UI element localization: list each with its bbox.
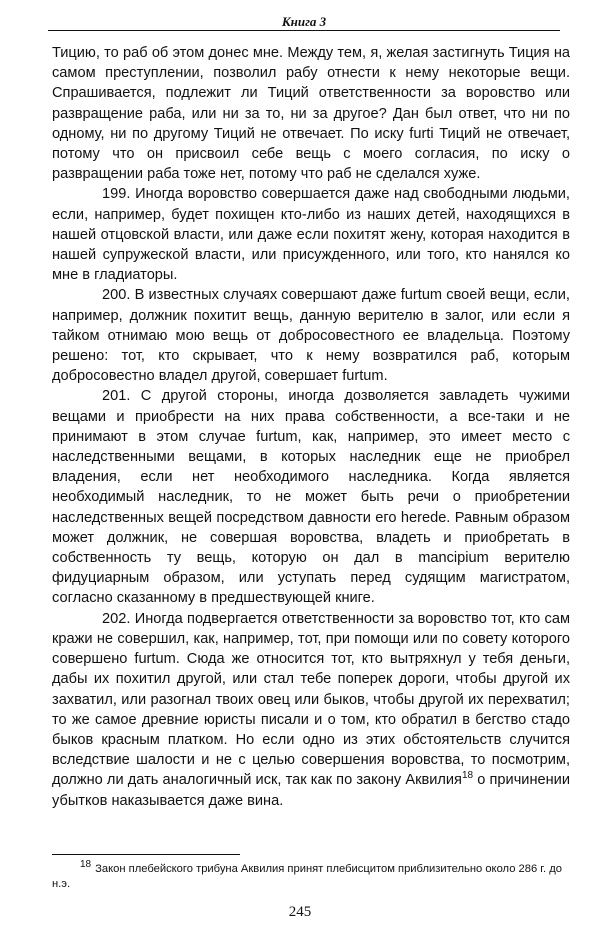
footnote-rule xyxy=(52,854,240,855)
body-text xyxy=(52,43,570,811)
paragraph-202-text-end: о причинении убытков наказывается даже вина. xyxy=(52,772,570,809)
running-header xyxy=(48,14,560,32)
page-number: 245 xyxy=(288,904,312,920)
header-rule xyxy=(48,30,560,31)
paragraph-continuation: Тицию, то раб об этом донес мне. Между тем, я, желая застигнуть Тиция на самом преступлении, позволил рабу отнести к нему некоторые вещи. Спрашивается, подлежит ли Тиций ответственности за воровство или развращение раба, или ни за то, ни за другое? Дан был ответ, что ни по одному, ни по другому Тиций не отвечает. По иску furti Тиций не отвечает, потому что он присвоил себе вещь с моего согласия, по иску о развращении раба тоже нет, потому что раб не сделался хуже. xyxy=(52,45,570,183)
paragraph-200: 200. В известных случаях совершают даже furtum своей вещи, если, например, должник похитит вещь, данную верителю в залог, или если я тайком отнимаю мою вещь от добросовестного ее владельца. Поэтому решено: тот, кто скрывает, что к нему возвратился раб, которым добросовестно владел другой, совершает furtum. xyxy=(52,287,570,385)
running-title: Книга 3 xyxy=(281,14,327,29)
paragraph-202 xyxy=(52,609,570,811)
footnote-text: Закон плебейского трибуна Аквилия принят плебисцитом приблизительно около 286 г. до н.э. xyxy=(52,863,562,890)
paragraph-202-text: 202. Иногда подвергается ответственности за воровство тот, кто сам кражи не совершил, как, например, тот, при помощи или по совету которого совершено furtum. Сюда же относится тот, кто вытряхнул у тебя деньги, дабы их похитил другой, или стал тебе поперек дороги, чтобы другой их захватил, или разогнал твоих овец или быков, чтобы другой их перехватил; то же самое древние юристы писали и о том, кто обратил в бегство стадо быков красным платком. Но если одно из этих обстоятельств случится вследствие шалости и не с целью совершения воровства, то посмотрим, должно ли дать аналогичный иск, так как по закону Аквилия xyxy=(52,610,570,789)
paragraph-201: 201. С другой стороны, иногда дозволяется завладеть чужими вещами и приобрести на них права собственности, а все-таки и не принимают в этом случае furtum, как, например, это имеет место с наследственными вещами, в которых наследник еще не приобрел владения, если нет необходимого наследника. Когда является необходимый наследник, то не может быть речи о приобретении наследственных вещей посредством давности его herede. Равным образом может должник, не совершая воровства, владеть и приобретать в собственность ту вещь, которую он дал в mancipium верителю фидуциарным образом, или уступать перед судящим магистратом, согласно сказанному в предшествующей книге. xyxy=(52,388,570,607)
footnote: 18 Закон плебейского трибуна Аквилия принят плебисцитом приблизительно около 286 г. до н.э. xyxy=(52,859,562,890)
paragraph-199: 199. Иногда воровство совершается даже над свободными людьми, если, например, будет похищен кто-либо из наших детей, находящихся в нашей отцовской власти, или даже если похитят жену, которая находится в нашей супружеской власти, или присужденного, или того, кто нанялся ко мне в гладиаторы. xyxy=(52,186,570,284)
footnote-reference: 18 xyxy=(461,770,474,782)
